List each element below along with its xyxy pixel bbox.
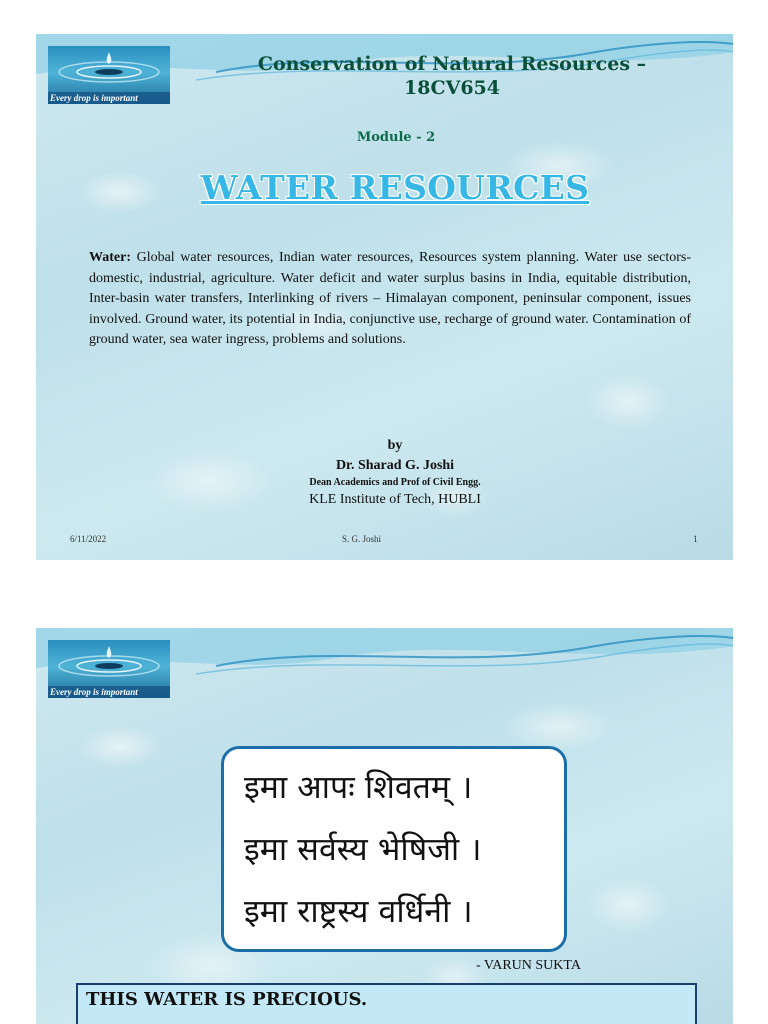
water-ripple-icon (48, 640, 170, 690)
verse-line: इमा सर्वस्य भेषिजी । (244, 830, 482, 868)
water-drop-logo (48, 46, 170, 104)
syllabus-text (89, 248, 691, 351)
verse-attribution: - VARUN SUKTA (476, 958, 581, 973)
footer-date: 6/11/2022 (70, 534, 107, 544)
by-label: by (387, 438, 403, 453)
author-block (36, 436, 733, 510)
water-drop-logo (48, 640, 170, 698)
syllabus-label: Water: (89, 250, 131, 265)
sanskrit-verse-box (221, 746, 567, 952)
verse-line: इमा राष्ट्रस्य वर्धिनी । (244, 892, 473, 930)
slide-2 (36, 628, 733, 1024)
logo-caption: Every drop is important (48, 92, 170, 104)
water-ripple-icon (48, 46, 170, 96)
author-role: Dean Academics and Prof of Civil Engg. (309, 477, 481, 488)
institute-name: KLE Institute of Tech, HUBLI (309, 492, 481, 507)
course-title: Conservation of Natural Resources – 18CV654 (257, 53, 647, 99)
verse-line: इमा आपः शिवतम् । (244, 768, 473, 806)
precious-heading: THIS WATER IS PRECIOUS. (86, 989, 368, 1010)
highlight-box (76, 983, 697, 1024)
footer-author: S. G. Joshi (342, 534, 382, 544)
slide-1 (36, 34, 733, 560)
module-label: Module - 2 (356, 130, 436, 145)
author-name: Dr. Sharad G. Joshi (335, 458, 455, 473)
page-number: 1 (693, 534, 698, 544)
logo-caption: Every drop is important (48, 686, 170, 698)
slide-title: WATER RESOURCES (200, 168, 590, 207)
syllabus-content: Global water resources, Indian water resources, Resources system planning. Water use sectors- domestic, industrial, agriculture. Water deficit and water surplus basins in India, equitable distribution, Inter-basin water transfers, Interlinking of rivers – Himalayan component, peninsular component, issues involved. Ground water, its potential in India, conjunctive use, recharge of ground water. Contamination of ground water, sea water ingress, problems and solutions. (89, 250, 691, 348)
